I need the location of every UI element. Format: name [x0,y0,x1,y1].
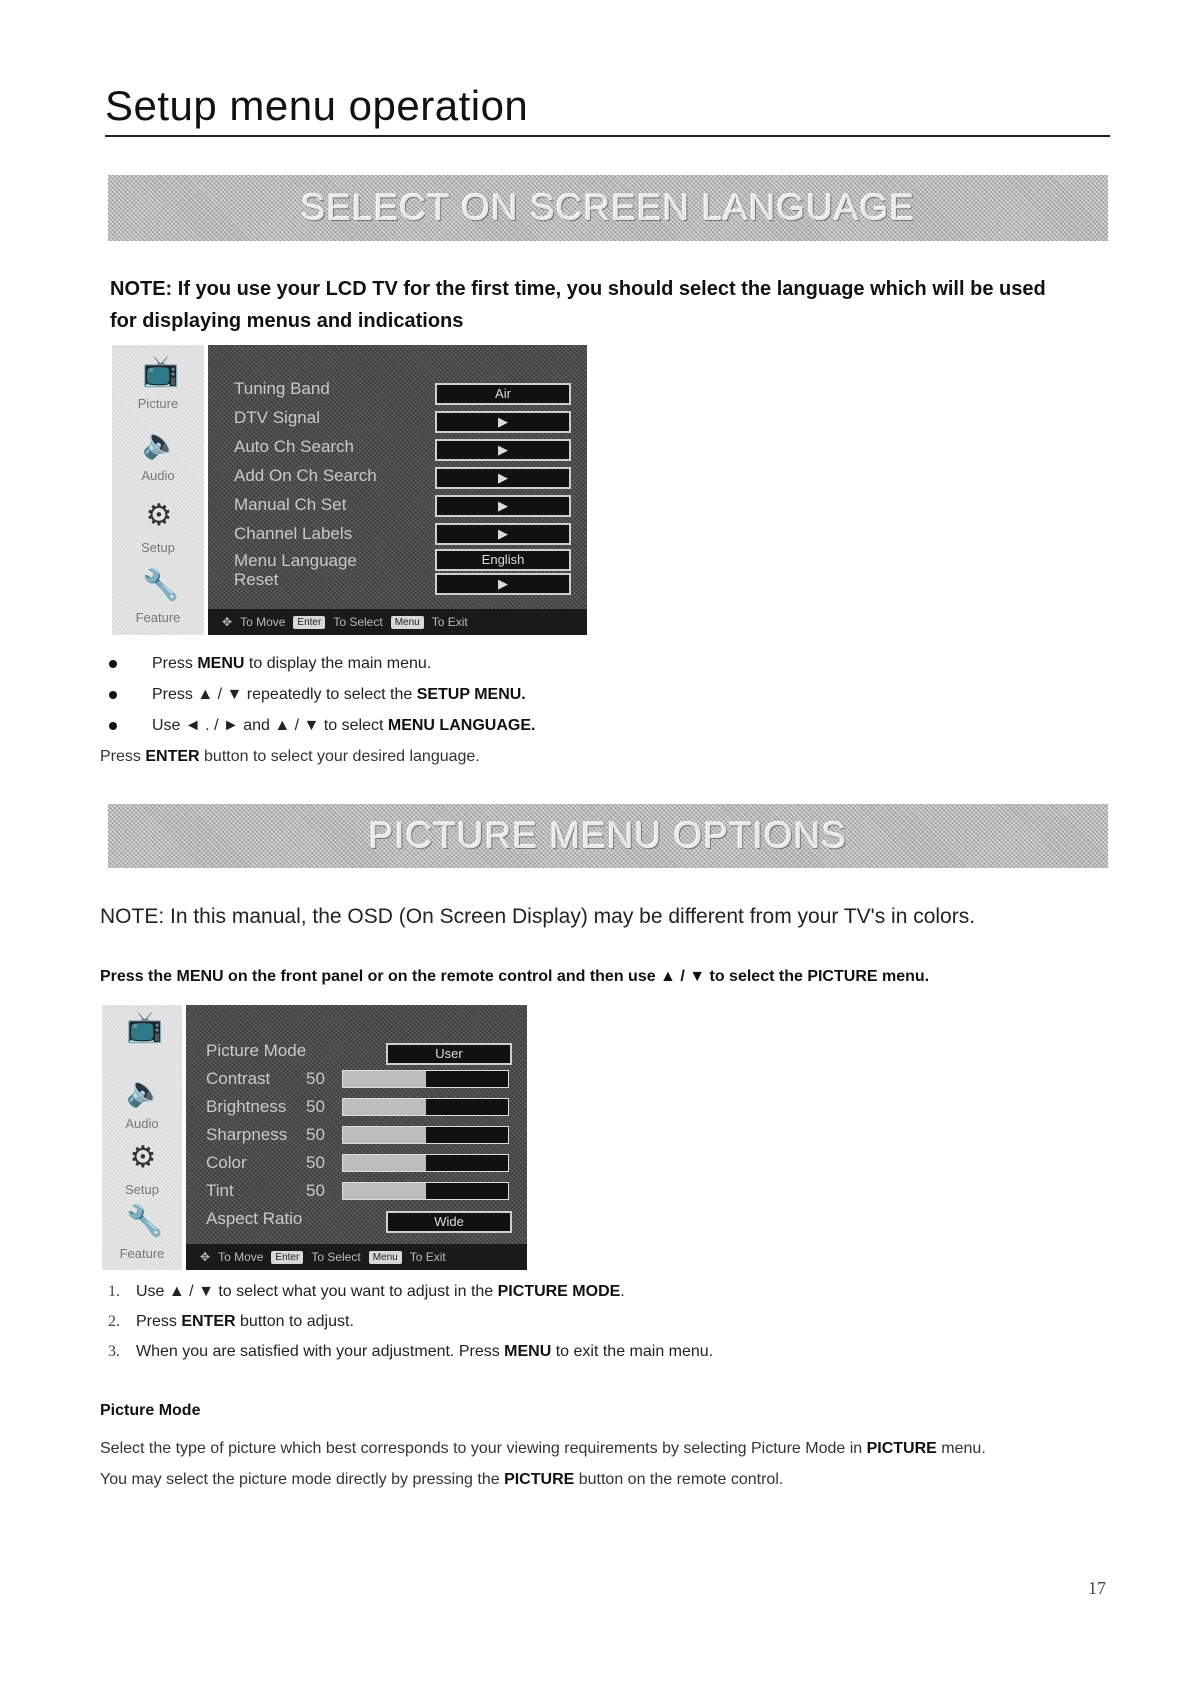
osd-side-picture: 📺 Picture [137,355,180,411]
banner-text: PICTURE MENU OPTIONS [368,815,848,856]
bullet-item: Use ◄ . / ► and ▲ / ▼ to select MENU LANGUAGE. [152,717,535,735]
osd-side-feature: 🔧 Feature [135,569,181,625]
slider-fill [426,1183,509,1199]
language-note-line1: NOTE: If you use your LCD TV for the first time, you should select the language which will be used [110,278,1046,300]
setup-icon: ⚙ [145,499,173,532]
picture-menu-instruction: Press the MENU on the front panel or on the remote control and then use ▲ / ▼ to select the PICTURE menu. [100,968,930,985]
enter-key: Enter [271,1251,303,1264]
bullet-dot [109,691,117,699]
osd-item: Tuning Band [234,379,330,398]
speaker-icon: 🔈 [142,427,180,460]
bullet-dot [109,722,117,730]
slider-fill [426,1155,509,1171]
picture-mode-para2: You may select the picture mode directly by pressing the PICTURE button on the remote control. [100,1471,784,1488]
osd-color-note: NOTE: In this manual, the OSD (On Screen Display) may be different from your TV's in colors. [100,905,976,928]
setup-icon: ⚙ [129,1141,157,1174]
osd-item: Add On Ch Search [234,466,377,485]
slider-fill [426,1071,509,1087]
step-item: 1. Use ▲ / ▼ to select what you want to adjust in the PICTURE MODE. [108,1283,625,1300]
tv-icon: 📺 [142,355,180,388]
osd-item: Auto Ch Search [234,437,355,456]
osd-side-picture [102,1005,182,1073]
setup-osd-screenshot [112,345,587,635]
press-enter-text: Press ENTER button to select your desired language. [100,748,480,765]
feature-icon: 🔧 [142,569,180,602]
osd-value-box: ▶ [435,411,571,433]
language-note-line2: for displaying menus and indications [110,310,464,332]
menu-key: Menu [369,1251,402,1264]
slider-fill [426,1127,509,1143]
picture-mode-para1: Select the type of picture which best corresponds to your viewing requirements by selecting Picture Mode in PICTURE menu. [100,1440,986,1457]
bullet-item: Press MENU to display the main menu. [152,655,431,673]
osd-side-setup: ⚙ Setup [141,499,175,555]
speaker-icon: 🔈 [126,1075,164,1108]
osd-footer: ✥ To Move Enter To Select Menu To Exit [208,609,587,635]
move-icon: ✥ [222,615,233,629]
move-icon: ✥ [200,1250,211,1264]
picture-osd-screenshot [102,1005,527,1270]
contrast-slider [342,1070,509,1088]
osd-item: Contrast 50 [206,1069,325,1088]
osd-item: Manual Ch Set [234,495,347,514]
osd-item: Sharpness 50 [206,1125,325,1144]
osd-sidebar [112,345,204,635]
menu-key: Menu [391,616,424,629]
osd-side-audio: 🔈 Audio [141,427,180,483]
osd-sidebar [102,1005,182,1270]
bullet-item: Press ▲ / ▼ repeatedly to select the SETUP MENU. [152,686,526,704]
osd-side-audio: 🔈 Audio [125,1075,164,1131]
osd-side-feature: 🔧 Feature [119,1205,165,1261]
osd-value-box: English [435,549,571,571]
osd-value-box: ▶ [435,495,571,517]
osd-item: Aspect Ratio [206,1209,303,1228]
osd-value-box: ▶ [435,467,571,489]
osd-item: Color 50 [206,1153,325,1172]
banner-text: SELECT ON SCREEN LANGUAGE [300,187,916,228]
color-slider [342,1154,509,1172]
slider-fill [426,1099,509,1115]
osd-item: Reset [234,570,279,589]
brightness-slider [342,1098,509,1116]
feature-icon: 🔧 [126,1205,164,1238]
osd-menu-panel [208,345,587,609]
tv-icon: 📺 [126,1011,164,1044]
osd-item: Picture Mode [206,1041,307,1060]
picture-mode-heading: Picture Mode [100,1402,201,1419]
osd-item: Channel Labels [234,524,353,543]
tint-slider [342,1182,509,1200]
step-item: 2. Press ENTER button to adjust. [108,1313,354,1330]
osd-value-box: ▶ [435,439,571,461]
step-item: 3. When you are satisfied with your adjustment. Press MENU to exit the main menu. [108,1343,714,1360]
banner-select-language [108,175,1108,241]
osd-item: Tint 50 [206,1181,325,1200]
osd-value-box: ▶ [435,523,571,545]
aspect-ratio-value: Wide [386,1211,512,1233]
osd-side-setup: ⚙ Setup [125,1141,159,1197]
title-rule [105,135,1110,137]
osd-menu-panel [186,1005,527,1244]
osd-value-box: ▶ [435,573,571,595]
sharpness-slider [342,1126,509,1144]
bullet-dot [109,660,117,668]
picture-mode-value: User [386,1043,512,1065]
banner-picture-menu [108,804,1108,868]
osd-footer: ✥ To Move Enter To Select Menu To Exit [186,1244,527,1270]
osd-item: Menu Language [234,551,357,570]
page-title: Setup menu operation [105,82,529,129]
page-number: 17 [1088,1578,1106,1598]
osd-item: Brightness 50 [206,1097,325,1116]
osd-value-box: Air [435,383,571,405]
osd-item: DTV Signal [234,408,320,427]
enter-key: Enter [293,616,325,629]
